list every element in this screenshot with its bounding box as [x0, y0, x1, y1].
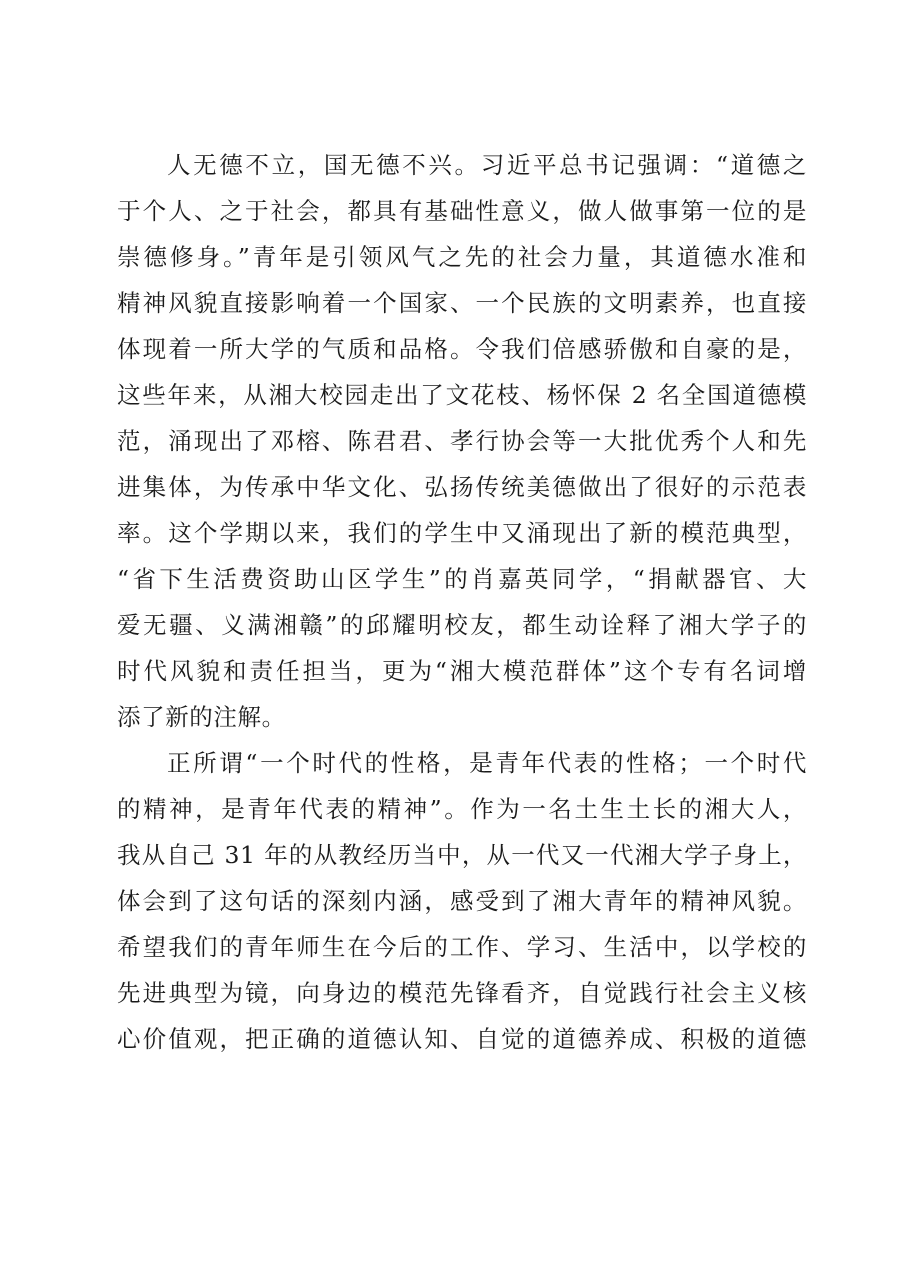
text-line: 人无德不立，国无德不兴。习近平总书记强调：“道德之 [167, 151, 807, 179]
text-line: 体现着一所大学的气质和品格。令我们倍感骄傲和自豪的是， [117, 335, 807, 363]
text-line: 体会到了这句话的深刻内涵，感受到了湘大青年的精神风貌。 [117, 887, 807, 915]
text-line: 先进典型为镜，向身边的模范先锋看齐，自觉践行社会主义核 [117, 979, 807, 1007]
text-line: “省下生活费资助山区学生”的肖嘉英同学，“捐献器官、大 [117, 565, 807, 593]
text-line: 正所谓“一个时代的性格，是青年代表的性格；一个时代 [167, 749, 807, 777]
text-line: 爱无疆、义满湘赣”的邱耀明校友，都生动诠释了湘大学子的 [117, 611, 807, 639]
paragraph-1 [117, 142, 807, 740]
text-line: 精神风貌直接影响着一个国家、一个民族的文明素养，也直接 [117, 289, 807, 317]
text-line: 范，涌现出了邓榕、陈君君、孝行协会等一大批优秀个人和先 [117, 427, 807, 455]
text-line: 我从自己 31 年的从教经历当中，从一代又一代湘大学子身上， [117, 841, 807, 869]
text-line: 希望我们的青年师生在今后的工作、学习、生活中，以学校的 [117, 933, 807, 961]
text-line: 的精神，是青年代表的精神”。作为一名土生土长的湘大人， [117, 795, 807, 823]
text-line: 崇德修身。”青年是引领风气之先的社会力量，其道德水准和 [117, 243, 807, 271]
text-line: 添了新的注解。 [117, 703, 286, 731]
text-line: 时代风貌和责任担当，更为“湘大模范群体”这个专有名词增 [117, 657, 807, 685]
document-body [117, 142, 807, 1062]
text-line: 进集体，为传承中华文化、弘扬传统美德做出了很好的示范表 [117, 473, 807, 501]
text-line: 率。这个学期以来，我们的学生中又涌现出了新的模范典型， [117, 519, 807, 547]
text-line: 这些年来，从湘大校园走出了文花枝、杨怀保 2 名全国道德模 [117, 381, 807, 409]
paragraph-2 [117, 740, 807, 1062]
text-line: 于个人、之于社会，都具有基础性意义，做人做事第一位的是 [117, 197, 807, 225]
text-line: 心价值观，把正确的道德认知、自觉的道德养成、积极的道德 [117, 1025, 807, 1053]
